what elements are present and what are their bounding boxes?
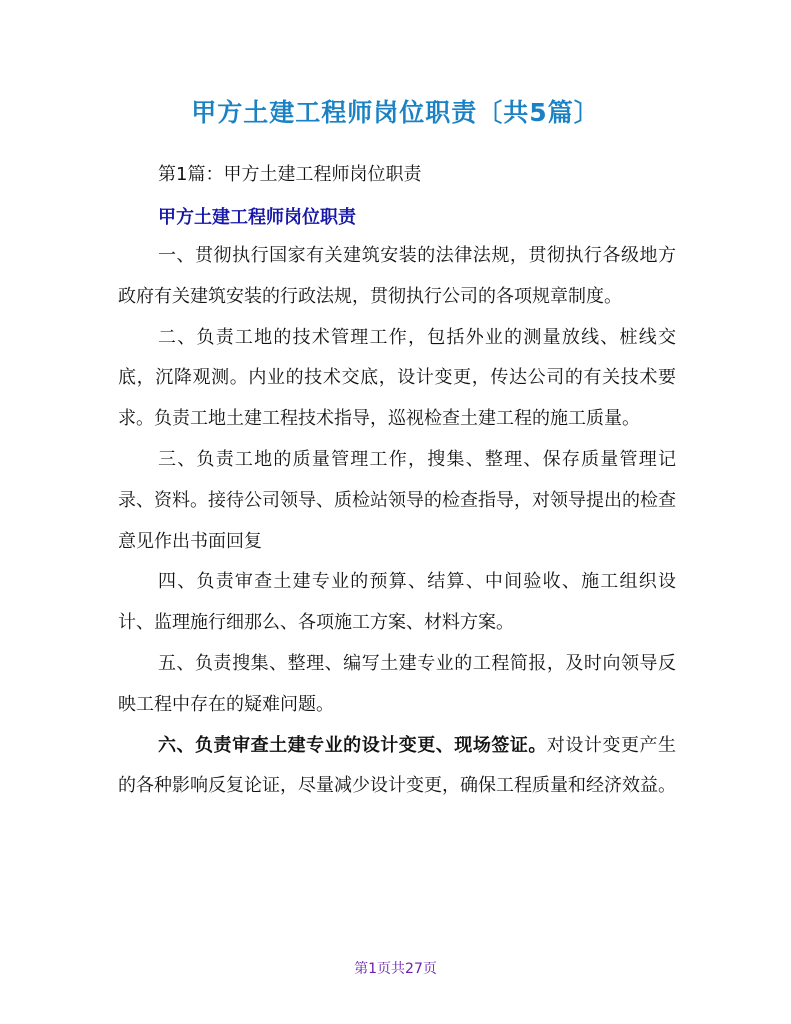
document-body (118, 236, 676, 807)
paragraph-3: 三、负责工地的质量管理工作，搜集、整理、保存质量管理记录、资料。接待公司领导、质检站领导的检查指导，对领导提出的检查意见作出书面回复 (118, 448, 676, 552)
document-title: 甲方土建工程师岗位职责〔共5篇〕 (191, 98, 600, 127)
paragraph-2: 二、负责工地的技术管理工作，包括外业的测量放线、桩线交底，沉降观测。内业的技术交底，设计变更，传达公司的有关技术要求。负责工地土建工程技术指导，巡视检查土建工程的施工质量。 (118, 326, 676, 430)
paragraph-4: 四、负责审查土建专业的预算、结算、中间验收、施工组织设计、监理施行细那么、各项施工方案、材料方案。 (118, 571, 676, 634)
paragraph-6-text: 对设计变更产生的各种影响反复论证，尽量减少设计变更，确保工程质量和经济效益。 (118, 734, 677, 797)
paragraph-1: 一、贯彻执行国家有关建筑安装的法律法规，贯彻执行各级地方政府有关建筑安装的行政法规，贯彻执行公司的各项规章制度。 (118, 245, 676, 307)
paragraph-6-bold-lead: 六、负责审查土建专业的设计变更、现场签证。 (158, 734, 547, 756)
article-heading: 第1篇：甲方土建工程师岗位职责 (158, 164, 422, 185)
section-heading: 甲方土建工程师岗位职责 (158, 207, 356, 228)
paragraph-6 (118, 726, 676, 808)
paragraph-5: 五、负责搜集、整理、编写土建专业的工程简报，及时向领导反映工程中存在的疑难问题。 (118, 652, 676, 715)
page-number-footer: 第1页共27页 (354, 961, 437, 977)
